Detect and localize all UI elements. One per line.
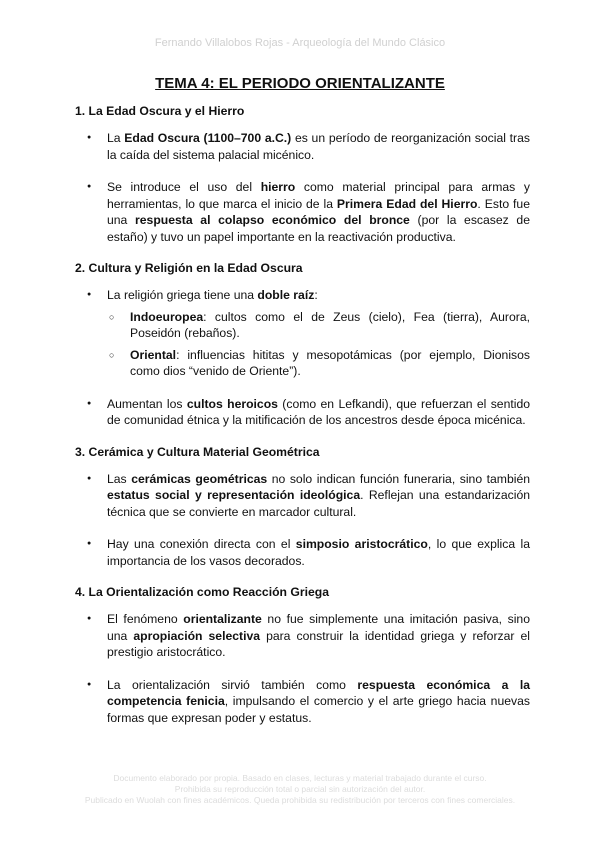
bullet-list	[75, 471, 530, 570]
bullet-item	[75, 611, 530, 661]
text-segment: como material principal para armas y herramientas, lo que marca el inicio de la	[107, 180, 531, 211]
bold-text: Edad Oscura (1100–700 a.C.)	[124, 131, 292, 145]
bullet-item	[75, 130, 530, 163]
bullet-list	[75, 287, 530, 429]
text-segment: La	[107, 131, 125, 145]
text-segment: :	[314, 288, 318, 302]
section-3	[75, 445, 530, 570]
bullet-list	[75, 130, 530, 245]
text-segment: es un período de reorganización social tras la caída del sistema palacial micénico.	[107, 131, 530, 162]
bullet-item	[75, 536, 530, 569]
section-1	[75, 104, 530, 245]
page-header: Fernando Villalobos Rojas - Arqueología del Mundo Clásico	[154, 37, 446, 49]
document-body	[75, 104, 530, 742]
text-segment: , lo que explica la importancia de los vasos decorados.	[107, 537, 530, 568]
sub-bullet-item	[107, 347, 530, 380]
bold-text: respuesta económica a la competencia fenicia	[107, 677, 530, 708]
text-segment: (por la escasez de estaño) y tuvo un papel importante en la reactivación productiva.	[107, 213, 530, 244]
section-heading: 3. Cerámica y Cultura Material Geométrica	[75, 444, 320, 459]
section-heading: 4. La Orientalización como Reacción Griega	[75, 585, 329, 599]
text-segment: no solo indican función funeraria, sino también	[267, 471, 530, 486]
text-segment: Las	[107, 471, 132, 486]
bold-text: estatus social y representación ideológica	[107, 488, 361, 502]
bold-text: Indoeuropea	[130, 309, 204, 324]
text-segment: : cultos como el de Zeus (cielo), Fea (tierra), Aurora, Poseidón (rebaños).	[130, 309, 530, 340]
footer-line: Publicado en Wuolah con fines académicos. Queda prohibida su redistribución por terceros con fines comerciales.	[84, 795, 516, 805]
text-segment: : influencias hititas y mesopotámicas (por ejemplo, Dionisos como dios “venido de Oriente”).	[130, 347, 530, 378]
page-footer	[0, 773, 600, 806]
section-4	[75, 585, 530, 726]
text-segment: La orientalización sirvió también como	[107, 677, 358, 692]
bold-text: respuesta al colapso económico del bronce	[135, 213, 410, 227]
text-segment: . Reflejan una estandarización técnica que se convierte en marcador cultural.	[107, 488, 530, 519]
page-title: TEMA 4: EL PERIODO ORIENTALIZANTE	[155, 75, 445, 92]
bullet-item	[75, 396, 530, 429]
text-segment: . Esto fue una	[107, 196, 530, 227]
bullet-item	[75, 287, 530, 380]
bold-text: Oriental	[130, 347, 177, 362]
footer-line: Prohibida su reproducción total o parcial sin autorización del autor.	[174, 784, 426, 794]
text-segment: no fue simplemente una imitación pasiva, sino una	[107, 612, 530, 643]
section-2	[75, 261, 530, 429]
text-segment: El fenómeno	[107, 612, 184, 626]
bullet-item	[75, 677, 530, 727]
bold-text: hierro	[260, 180, 296, 194]
bullet-list	[75, 611, 530, 726]
text-segment: Se introduce el uso del	[107, 180, 261, 194]
text-segment: Aumentan los	[107, 396, 187, 411]
text-segment: para construir la identidad griega y reforzar el prestigio aristocrático.	[107, 628, 530, 659]
bullet-item	[75, 179, 530, 245]
bold-text: simposio aristocrático	[295, 537, 428, 551]
sub-bullet-list	[107, 309, 530, 380]
bold-text: cultos heroicos	[186, 396, 278, 411]
text-segment: La religión griega tiene una	[107, 288, 258, 302]
bold-text: Primera Edad del Hierro	[336, 196, 478, 211]
bold-text: orientalizante	[183, 612, 262, 626]
sub-bullet-item	[107, 309, 530, 342]
bold-text: doble raíz	[257, 288, 315, 302]
text-segment: , impulsando el comercio y el arte griego hacia nuevas formas que expresan poder y estatus.	[107, 694, 530, 725]
section-heading: 2. Cultura y Religión en la Edad Oscura	[75, 261, 303, 275]
bold-text: cerámicas geométricas	[131, 471, 268, 486]
section-heading: 1. La Edad Oscura y el Hierro	[75, 104, 245, 118]
text-segment: Hay una conexión directa con el	[107, 537, 296, 551]
bold-text: apropiación selectiva	[133, 628, 261, 643]
bullet-item	[75, 471, 530, 521]
footer-line: Documento elaborado por propia. Basado en clases, lecturas y material trabajado durante el curso.	[113, 773, 487, 783]
text-segment: (como en Lefkandi), que refuerzan el sentido de comunidad étnica y la mitificación de los ancestros desde época micénica.	[107, 396, 531, 427]
